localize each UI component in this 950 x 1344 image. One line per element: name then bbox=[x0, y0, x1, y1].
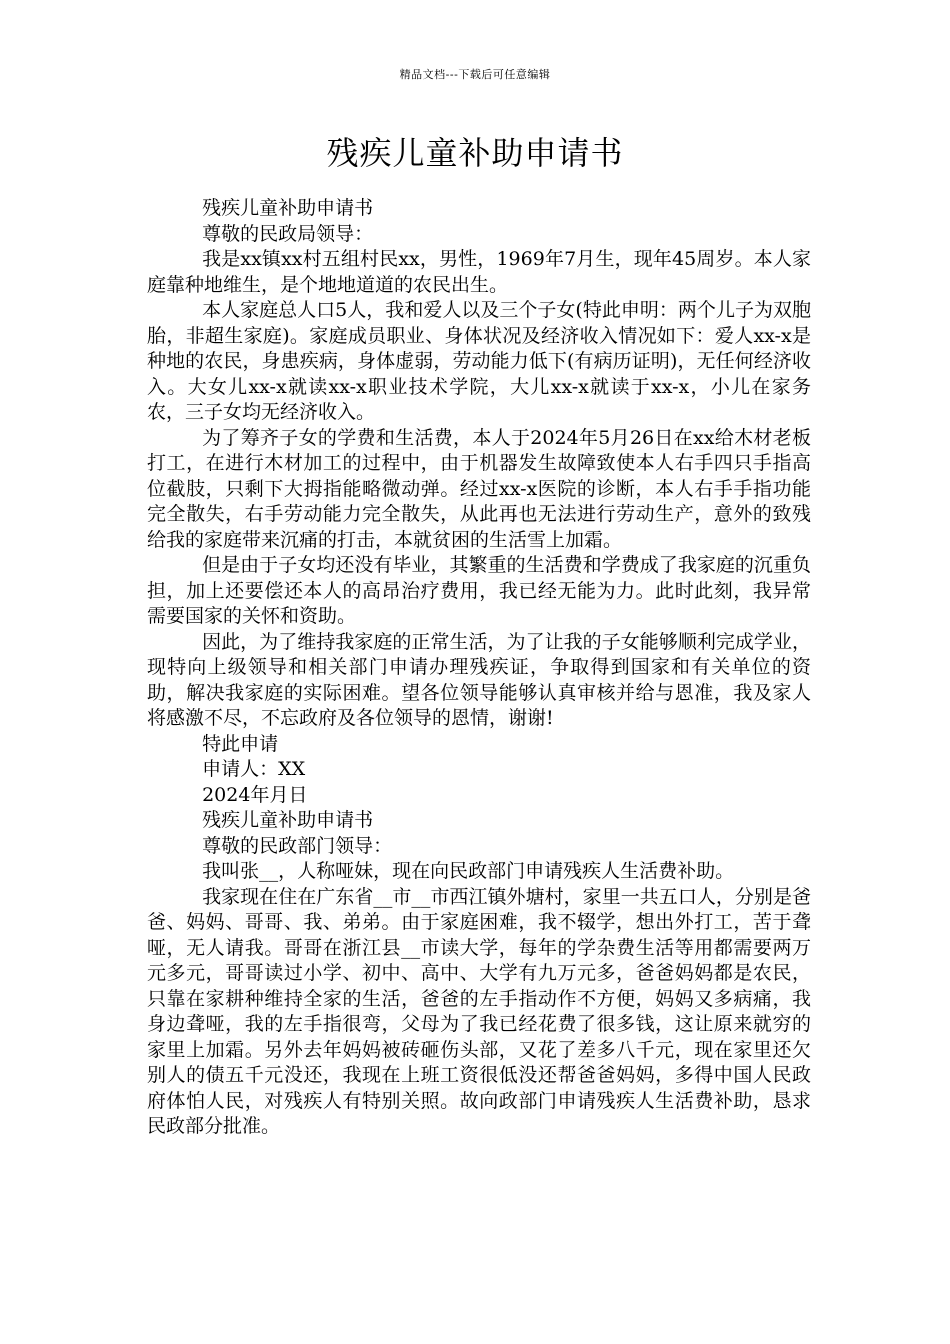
document-title: 残疾儿童补助申请书 bbox=[326, 134, 624, 172]
document-body bbox=[147, 196, 811, 1140]
paragraph: 我叫张__，人称哑妹，现在向民政部门申请残疾人生活费补助。 bbox=[202, 860, 735, 882]
paragraph: 但是由于子女均还没有毕业，其繁重的生活费和学费成了我家庭的沉重负担，加上还要偿还本人的高昂治疗费用，我已经无能为力。此时此刻，我异常需要国家的关怀和资助。 bbox=[147, 554, 811, 627]
paragraph: 本人家庭总人口5人，我和爱人以及三个子女(特此申明：两个儿子为双胞胎，非超生家庭)。家庭成员职业、身体状况及经济收入情况如下：爱人xx-x是种地的农民，身患疾病，身体虚弱，劳动能力低下(有病历证明)，无任何经济收入。大女儿xx-x就读xx-x职业技术学院，大儿xx-x就读于xx-x，小儿在家务农，三子女均无经济收入。 bbox=[147, 299, 811, 423]
paragraph: 因此，为了维持我家庭的正常生活，为了让我的子女能够顺利完成学业，现特向上级领导和相关部门申请办理残疾证，争取得到国家和有关单位的资助，解决我家庭的实际困难。望各位领导能够认真审核并给与恩准，我及家人将感激不尽，不忘政府及各位领导的恩情，谢谢! bbox=[147, 630, 811, 729]
paragraph: 为了筹齐子女的学费和生活费，本人于2024年5月26日在xx给木材老板打工，在进行木材加工的过程中，由于机器发生故障致使本人右手四只手指高位截肢，只剩下大拇指能略微动弹。经过xx-x医院的诊断，本人右手手指功能完全散失，右手劳动能力完全散失，从此再也无法进行劳动生产，意外的致残给我的家庭带来沉痛的打击，本就贫困的生活雪上加霜。 bbox=[147, 426, 811, 551]
paragraph: 尊敬的民政部门领导： bbox=[202, 834, 393, 857]
paragraph: 特此申请 bbox=[202, 732, 279, 755]
paragraph: 我是xx镇xx村五组村民xx，男性，1969年7月生，现年45周岁。本人家庭靠种地维生，是个地地道道的农民出生。 bbox=[147, 248, 811, 296]
paragraph: 我家现在住在广东省__市__市西江镇外塘村，家里一共五口人，分别是爸爸、妈妈、哥哥、我、弟弟。由于家庭困难，我不辍学，想出外打工，苦于聋哑，无人请我。哥哥在浙江县__市读大学，每年的学杂费生活等用都需要两万元多元，哥哥读过小学、初中、高中、大学有九万元多，爸爸妈妈都是农民，只靠在家耕种维持全家的生活，爸爸的左手指动作不方便，妈妈又多病痛，我身边聋哑，我的左手指很弯，父母为了我已经花费了很多钱，这让原来就穷的家里上加霜。另外去年妈妈被砖砸伤头部，又花了差多八千元，现在家里还欠别人的债五千元没还，我现在上班工资很低没还帮爸爸妈妈，多得中国人民政府体怕人民，对残疾人有特别关照。故向政部门申请残疾人生活费补助，恳求民政部分批准。 bbox=[147, 885, 811, 1137]
paragraph: 残疾儿童补助申请书 bbox=[202, 197, 374, 219]
paragraph: 2024年月日 bbox=[202, 783, 308, 806]
paragraph: 尊敬的民政局领导： bbox=[202, 222, 374, 245]
header-note: 精品文档---下载后可任意编辑 bbox=[399, 68, 551, 81]
paragraph: 申请人：XX bbox=[202, 758, 306, 780]
paragraph: 残疾儿童补助申请书 bbox=[202, 809, 374, 831]
